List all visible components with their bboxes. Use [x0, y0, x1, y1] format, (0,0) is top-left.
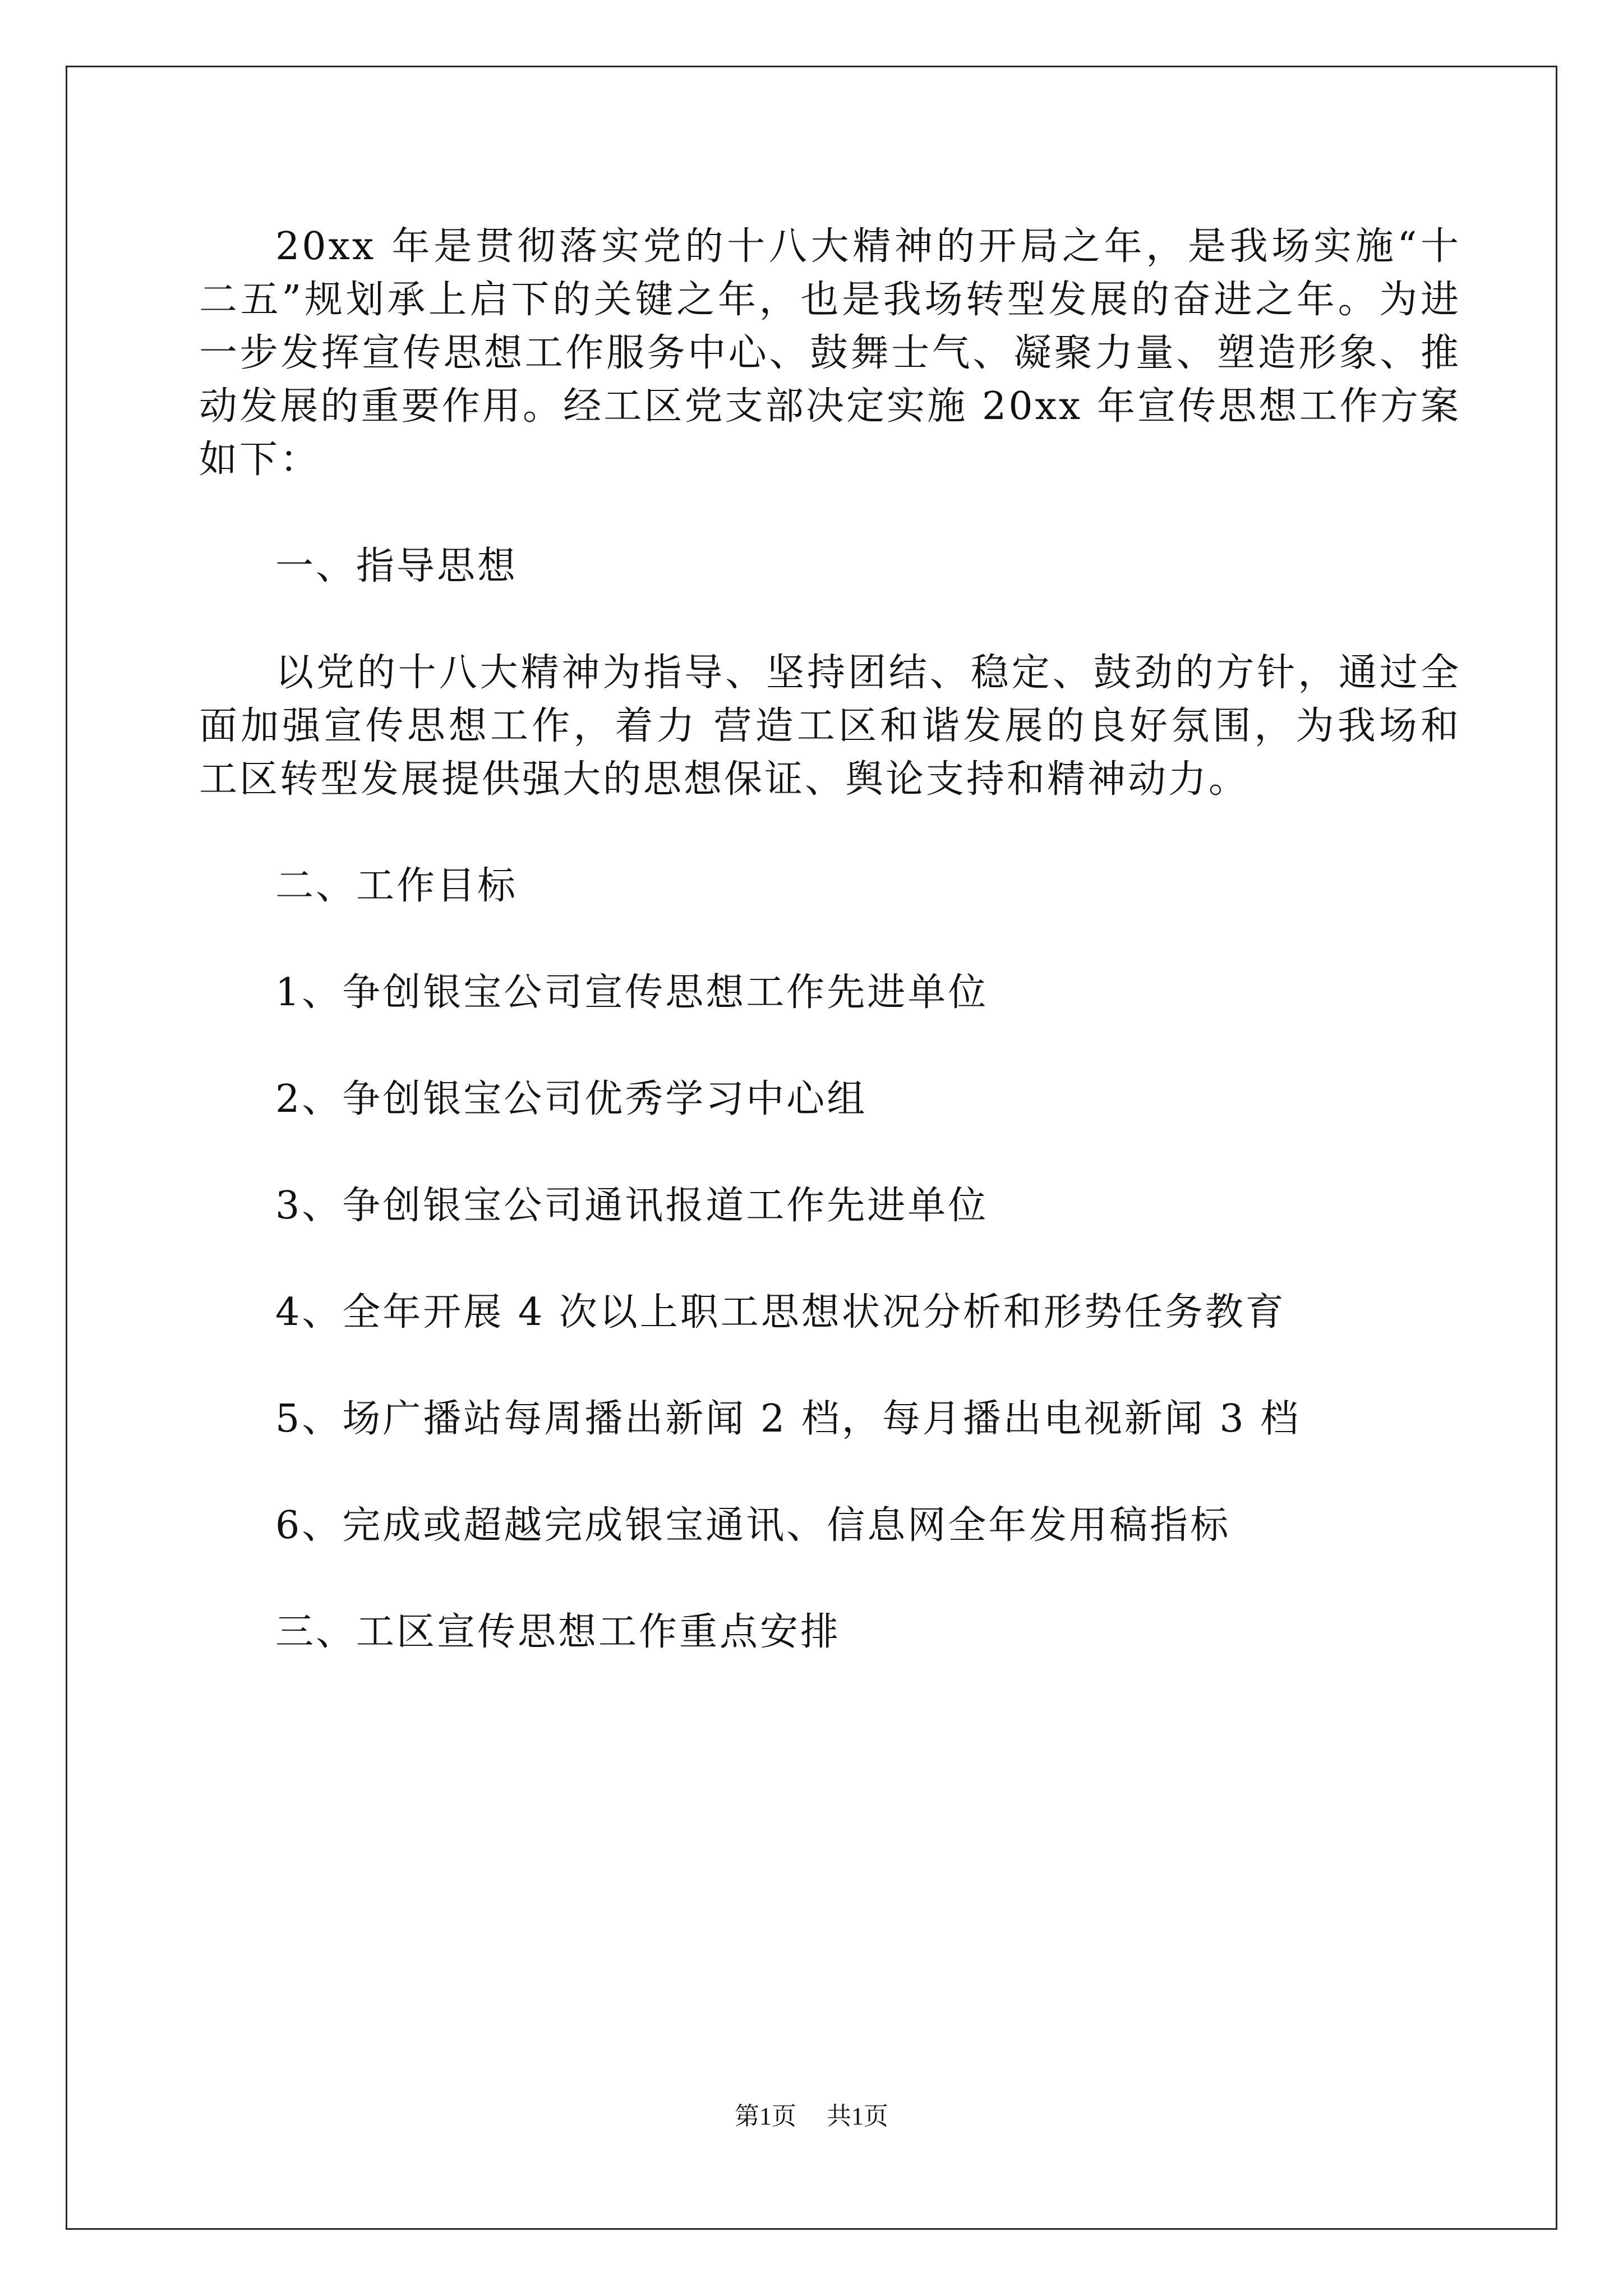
goal-item-1: 1、争创银宝公司宣传思想工作先进单位: [275, 970, 989, 1015]
page-number-total: 共1页: [827, 2102, 888, 2130]
page-footer: [0, 2102, 1623, 2131]
intro-paragraph: 20xx 年是贯彻落实党的十八大精神的开局之年，是我场实施“十二五”规划承上启下的关键之年，也是我场转型发展的奋进之年。为进一步发挥宣传思想工作服务中心、鼓舞士气、凝聚力量、塑造形象、推动发展的重要作用。经工区党支部决定实施 20xx 年宣传思想工作方案如下：: [199, 224, 1461, 482]
section-heading-key-arrangements: 三、工区宣传思想工作重点安排: [275, 1610, 841, 1654]
goal-item-5: 5、场广播站每周播出新闻 2 档，每月播出电视新闻 3 档: [275, 1397, 1301, 1441]
goal-item-6: 6、完成或超越完成银宝通讯、信息网全年发用稿指标: [275, 1503, 1231, 1548]
section-heading-work-goals: 二、工作目标: [275, 864, 518, 908]
page-number-current: 第1页: [735, 2102, 796, 2130]
goal-item-4: 4、全年开展 4 次以上职工思想状况分析和形势任务教育: [275, 1290, 1286, 1335]
section-heading-guiding-thought: 一、指导思想: [275, 544, 518, 588]
guiding-thought-paragraph: 以党的十八大精神为指导、坚持团结、稳定、鼓劲的方针，通过全面加强宣传思想工作，着力 营造工区和谐发展的良好氛围，为我场和工区转型发展提供强大的思想保证、舆论支持和精神动力。: [199, 651, 1461, 802]
document-body: [199, 220, 1461, 1712]
goal-item-3: 3、争创银宝公司通讯报道工作先进单位: [275, 1184, 989, 1228]
goal-item-2: 2、争创银宝公司优秀学习中心组: [275, 1077, 868, 1121]
